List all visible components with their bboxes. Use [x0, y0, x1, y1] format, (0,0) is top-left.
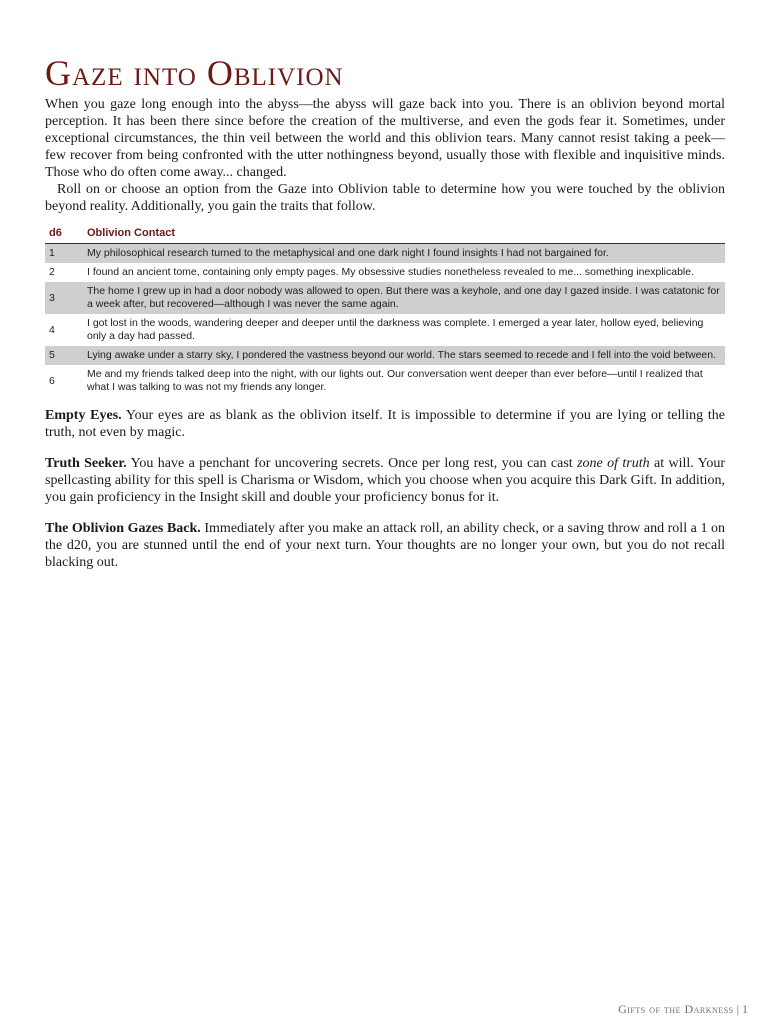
table-row	[45, 282, 725, 314]
row-number: 5	[45, 346, 83, 365]
trait-empty-eyes	[45, 407, 725, 441]
trait-name: The Oblivion Gazes Back.	[45, 521, 201, 536]
trait-text: You have a penchant for uncovering secrets. Once per long rest, you can cast	[130, 456, 573, 471]
page-number: 1	[742, 1002, 748, 1016]
row-text: I found an ancient tome, containing only empty pages. My obsessive studies nonetheless revealed to me... something inexplicable.	[87, 266, 695, 278]
spell-name: zone of truth	[577, 456, 650, 471]
row-text: My philosophical research turned to the metaphysical and one dark night I found insights I had not bargained for.	[83, 244, 725, 264]
trait-text: Immediately after you make an attack roll, an ability check, or a saving throw and roll a 1 on the d20, you are stunned until the end of your next turn. Your thoughts are no longer your own, but you do not recall blacking out.	[45, 521, 726, 570]
page-title: Gaze into Oblivion	[45, 53, 344, 93]
table-row	[45, 244, 725, 264]
row-text: The home I grew up in had a door nobody was allowed to open. But there was a keyhole, and one day I gazed inside. I was catatonic for a week after, but recovered—although I was never the same again.	[83, 282, 725, 314]
table-header-row	[45, 225, 725, 244]
trait-name: Empty Eyes.	[45, 408, 122, 423]
table-row	[45, 365, 725, 397]
intro-paragraph: When you gaze long enough into the abyss—the abyss will gaze back into you. There is an oblivion beyond mortal perception. It has been there since before the creation of the multiverse, and even the gods fear it. Sometimes, under exceptional circumstances, the thin veil between the world and this oblivion tears. Many cannot resist taking a peek—few recover from being confronted with the utter nothingness beyond, usually those with flexible and inquisitive minds. Those who do often come away... changed.	[45, 97, 725, 180]
trait-text: at will. Your spellcasting ability for this spell is Charisma or Wisdom, which you choose when you acquire this Dark Gift. In addition, you gain proficiency in the Insight skill and double your proficiency bonus for it.	[45, 456, 726, 505]
table-row	[45, 263, 725, 282]
row-number: 1	[45, 244, 83, 264]
trait-oblivion-gazes-back	[45, 520, 725, 571]
intro-text	[45, 96, 725, 215]
footer-separator: |	[736, 1002, 739, 1016]
oblivion-contact-table	[45, 225, 725, 397]
row-number: 2	[49, 266, 55, 278]
page-content	[45, 52, 725, 585]
row-number: 6	[49, 374, 55, 387]
row-text: Lying awake under a starry sky, I pondered the vastness beyond our world. The stars seemed to recede and I fell into the void between.	[83, 346, 725, 365]
row-number: 3	[45, 282, 83, 314]
column-header-contact: Oblivion Contact	[83, 225, 725, 244]
column-header-die: d6	[45, 225, 83, 244]
row-text: Me and my friends talked deep into the night, with our lights out. Our conversation went deeper than ever before—until I realized that what I was talking to was not my friends any longer.	[87, 368, 703, 393]
intro-paragraph: Roll on or choose an option from the Gaze into Oblivion table to determine how you were touched by the oblivion beyond reality. Additionally, you gain the traits that follow.	[45, 182, 725, 214]
trait-truth-seeker	[45, 455, 725, 506]
book-title: Gifts of the Darkness	[618, 1002, 734, 1016]
page-footer	[618, 1002, 748, 1017]
table-row	[45, 346, 725, 365]
trait-text: Your eyes are as blank as the oblivion itself. It is impossible to determine if you are lying or telling the truth, not even by magic.	[45, 408, 725, 440]
trait-name: Truth Seeker.	[45, 456, 127, 471]
row-text: I got lost in the woods, wandering deeper and deeper until the darkness was complete. I emerged a year later, hollow eyed, believing only a day had passed.	[87, 317, 704, 342]
row-number: 4	[49, 323, 55, 336]
table-row	[45, 314, 725, 346]
